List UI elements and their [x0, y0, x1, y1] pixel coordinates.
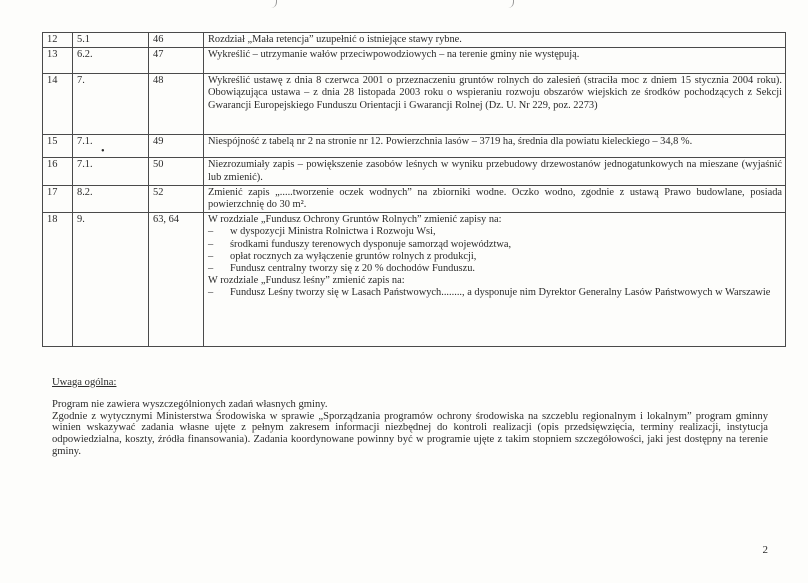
- section-number-text: 7.1.: [77, 136, 93, 148]
- section-number: 6.2.: [73, 48, 149, 74]
- list-item: – w dyspozycji Ministra Rolnictwa i Rozwoju Wsi,: [208, 226, 782, 238]
- section-number: 7.1.: [73, 158, 149, 185]
- fund-changes-list: [208, 226, 782, 275]
- section-number: [73, 135, 149, 158]
- forest-fund-intro: W rozdziale „Fundusz leśny” zmienić zapis na:: [208, 275, 405, 287]
- page-number-cell: 48: [149, 74, 204, 135]
- remarks-paragraph: Program nie zawiera wyszczególnionych zadań własnych gminy.: [52, 398, 328, 410]
- table-row: [43, 33, 786, 48]
- table-row: [43, 48, 786, 74]
- remarks-table-container: [42, 32, 786, 347]
- general-remarks-heading: Uwaga ogólna:: [52, 377, 117, 388]
- remark-text: Rozdział „Mała retencja” uzupełnić o istniejące stawy rybne.: [204, 33, 786, 48]
- row-number: 13: [43, 48, 73, 74]
- table-row: [43, 185, 786, 212]
- scan-artifact-left: [268, 0, 277, 8]
- row-number: 15: [43, 135, 73, 158]
- general-remarks: [52, 377, 768, 458]
- row-number: 14: [43, 74, 73, 135]
- bullet-mark: •: [101, 146, 105, 158]
- page-number-cell: 63, 64: [149, 213, 204, 347]
- forest-fund-list: [208, 287, 782, 299]
- table-row: [43, 158, 786, 185]
- section-number: 7.: [73, 74, 149, 135]
- remarks-table: [42, 32, 786, 347]
- table-row: [43, 135, 786, 158]
- remark-text: Wykreślić – utrzymanie wałów przeciwpowodziowych – na terenie gminy nie występują.: [204, 48, 786, 74]
- page-number-cell: 49: [149, 135, 204, 158]
- remarks-paragraph: Zgodnie z wytycznymi Ministerstwa Środowiska w sprawie „Sporządzania programów ochrony środowiska na szczeblu regionalnym i lokalnym” program gminny winien wskazywać zadania własne ujęte z pełnym zakresem informacji niezbędnej do kontroli realizacji (opis przedsięwzięcia, terminy realizacji, instytucja odpowiedzialna, koszty, źródła finansowania). Zadania koordynowane powinny być w programie ujęte z takim stopniem szczegółowości, jaki jest dostępny na terenie gminy.: [52, 410, 768, 457]
- section-number: 9.: [73, 213, 149, 347]
- row-number: 17: [43, 185, 73, 212]
- page-number-cell: 46: [149, 33, 204, 48]
- section-number: 5.1: [73, 33, 149, 48]
- section-number: 8.2.: [73, 185, 149, 212]
- list-item: – Fundusz Leśny tworzy się w Lasach Państwowych........, a dysponuje nim Dyrektor Generalny Lasów Państwowych w Warszawie: [208, 287, 782, 299]
- remark-text: Zmienić zapis „.....tworzenie oczek wodnych” na zbiorniki wodne. Oczko wodno, zgodnie z ustawą Prawo budowlane, posiada powierzchnię do 30 m².: [204, 185, 786, 212]
- remark-text: [204, 213, 786, 347]
- list-item: – Fundusz centralny tworzy się z 20 % dochodów Funduszu.: [208, 263, 782, 275]
- table-row: [43, 213, 786, 347]
- row-number: 18: [43, 213, 73, 347]
- page-number-cell: 47: [149, 48, 204, 74]
- page-number-cell: 52: [149, 185, 204, 212]
- remark-text: Wykreślić ustawę z dnia 8 czerwca 2001 o przeznaczeniu gruntów rolnych do zalesień (straciła moc z dniem 15 stycznia 2004 roku). Obowiązująca ustawa – z dnia 28 listopada 2003 roku o wspieraniu rozwoju obszarów wiejskich ze środków pochodzących z Sekcji Gwarancji Europejskiego Funduszu Orientacji i Gwarancji Rolnej (Dz. U. Nr 229, poz. 2273): [204, 74, 786, 135]
- list-item: – środkami funduszy terenowych dysponuje samorząd województwa,: [208, 239, 782, 251]
- remark-text: Niespójność z tabelą nr 2 na stronie nr 12. Powierzchnia lasów – 3719 ha, średnia dla powiatu kieleckiego – 34,8 %.: [204, 135, 786, 158]
- row-number: 12: [43, 33, 73, 48]
- row-number: 16: [43, 158, 73, 185]
- page-number-cell: 50: [149, 158, 204, 185]
- list-item: – opłat rocznych za wyłączenie gruntów rolnych z produkcji,: [208, 251, 782, 263]
- remark-text: Niezrozumiały zapis – powiększenie zasobów leśnych w wyniku przebudowy drzewostanów jednogatunkowych na mieszane (wyjaśnić lub zmienić).: [204, 158, 786, 185]
- scan-artifact-right: [505, 0, 514, 8]
- page-number: 2: [762, 544, 768, 556]
- table-row: [43, 74, 786, 135]
- fund-section-intro: W rozdziale „Fundusz Ochrony Gruntów Rolnych” zmienić zapisy na:: [208, 214, 502, 226]
